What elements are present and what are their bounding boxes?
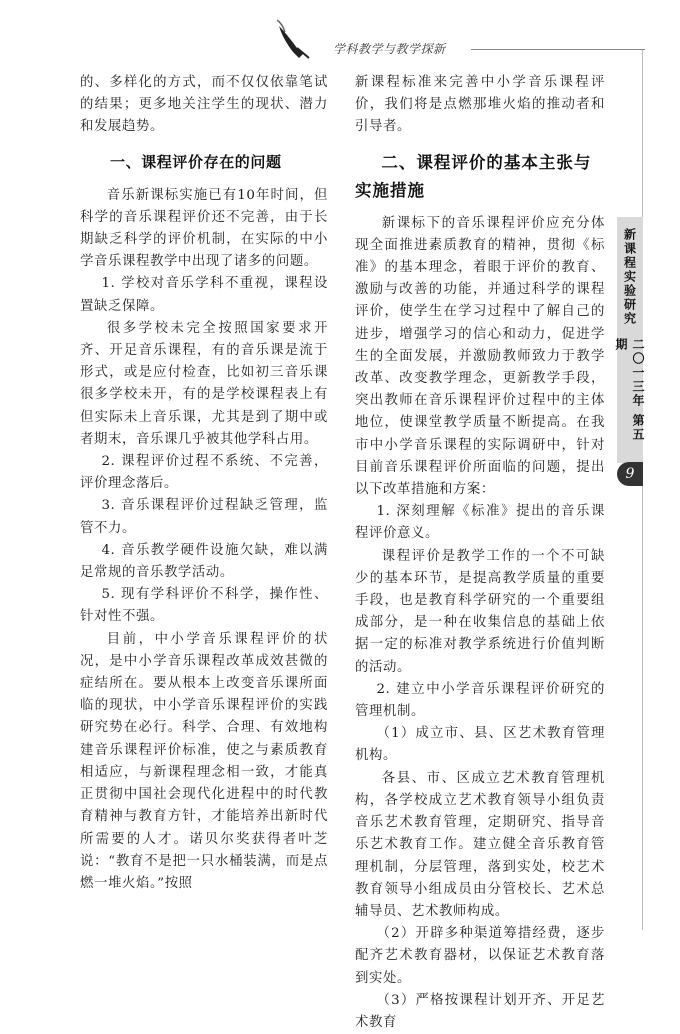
paragraph: 很多学校未完全按照国家要求开齐、开足音乐课程，有的音乐课是流于形式，或是应付检查，比如初三音乐课很多学校未开，有的是学校课程表上有但实际未上音乐课，尤其是到了期中或者期末，音乐课几乎被其他学科占用。 — [80, 320, 328, 447]
list-item: 3. 音乐课程评价过程缺乏管理，监管不力。 — [80, 498, 328, 536]
section-heading: 一、课程评价存在的问题 — [110, 152, 282, 171]
list-item: 1. 学校对音乐学科不重视，课程设置缺乏保障。 — [80, 276, 328, 314]
list-item: 2. 建立中小学音乐课程评价研究的管理机制。 — [355, 681, 605, 720]
paragraph: 目前，中小学音乐课程评价的状况，是中小学音乐课程改革成效甚微的症结所在。要从根本上改变音乐课所面临的现状，中小学音乐课程评价的实践研究势在必行。科学、合理、有效地构建音乐课程评价标准，使之与素质教育相适应，与新课程理念相一致，才能真正贯彻中国社会现代化进程中的时代教育精神与教育方针，才能培养出新时代所需要的人才。诺贝尔奖获得者叶芝说：“教育不是把一只水桶装满，而是点燃一堆火焰。”按照 — [80, 631, 328, 891]
page-number: 9 — [617, 462, 643, 486]
list-item: （3）严格按课程计划开齐、开足艺术教育 — [355, 992, 605, 1030]
header-rule — [471, 49, 645, 50]
margin-rule — [642, 50, 643, 930]
paragraph: 课程评价是教学工作的一个不可缺少的基本环节，是提高教学质量的重要手段，也是教育科学研究的一个重要组成部分，是一种在收集信息的基础上依据一定的标准对教学系统进行价值判断的活动。 — [355, 548, 605, 675]
list-item: （2）开辟多种渠道筹措经费，逐步配齐艺术教育器材，以保证艺术教育落到实处。 — [355, 926, 605, 986]
paragraph: 新课标下的音乐课程评价应充分体现全面推进素质教育的精神，贯彻《标准》的基本理念，着眼于评价的教育、激励与改善的功能，并通过科学的课程评价，使学生在学习过程中了解自己的进步，增强学习的信心和动力，促进学生的全面发展，并激励教师致力于教学改革、改变教学理念，更新教学手段，突出教师在音乐课程评价过程中的主体地位，使课堂教学质量不断提高。在我市中小学音乐课程的实际调研中，针对目前音乐课程评价所面临的问题，提出以下改革措施和方案： — [355, 215, 605, 498]
list-item: 1. 深刻理解《标准》提出的音乐课程评价意义。 — [355, 504, 605, 542]
list-item: 2. 课程评价过程不系统、不完善，评价理念落后。 — [80, 454, 328, 492]
journal-name: 新课程实验研究 — [622, 228, 637, 326]
header-title: 学科教学与教学探新 — [333, 42, 446, 56]
left-column — [80, 72, 328, 895]
list-item: 5. 现有学科评价不科学，操作性、针对性不强。 — [80, 587, 328, 625]
paragraph: 的、多样化的方式，而不仅仅依靠笔试的结果；更多地关注学生的现状、潜力和发展趋势。 — [80, 75, 328, 135]
pen-nib-icon — [275, 18, 323, 62]
paragraph: 各县、市、区成立艺术教育管理机构，各学校成立艺术教育领导小组负责音乐艺术教育管理，定期研究、指导音乐艺术教育工作。建立健全音乐教育管理机制，分层管理，落到实处，校艺术教育领导小组成员由分管校长、艺术总辅导员、艺术教师构成。 — [355, 770, 605, 919]
paragraph: 新课程标准来完善中小学音乐课程评价，我们将是点燃那堆火焰的推动者和引导者。 — [355, 75, 605, 135]
paragraph: 音乐新课标实施已有10年时间，但科学的音乐课程评价还不完善，由于长期缺乏科学的评价机制，在实际的中小学音乐课程教学中出现了诸多的问题。 — [80, 187, 328, 270]
running-header — [275, 18, 645, 62]
right-column — [355, 72, 605, 1034]
list-item: （1）成立市、县、区艺术教育管理机构。 — [355, 726, 605, 764]
list-item: 4. 音乐教学硬件设施欠缺，难以满足常规的音乐教学活动。 — [80, 542, 328, 581]
issue-label: 二〇一三年 第五期 — [614, 338, 645, 443]
section-heading: 二、课程评价的基本主张与实施措施 — [355, 152, 592, 200]
